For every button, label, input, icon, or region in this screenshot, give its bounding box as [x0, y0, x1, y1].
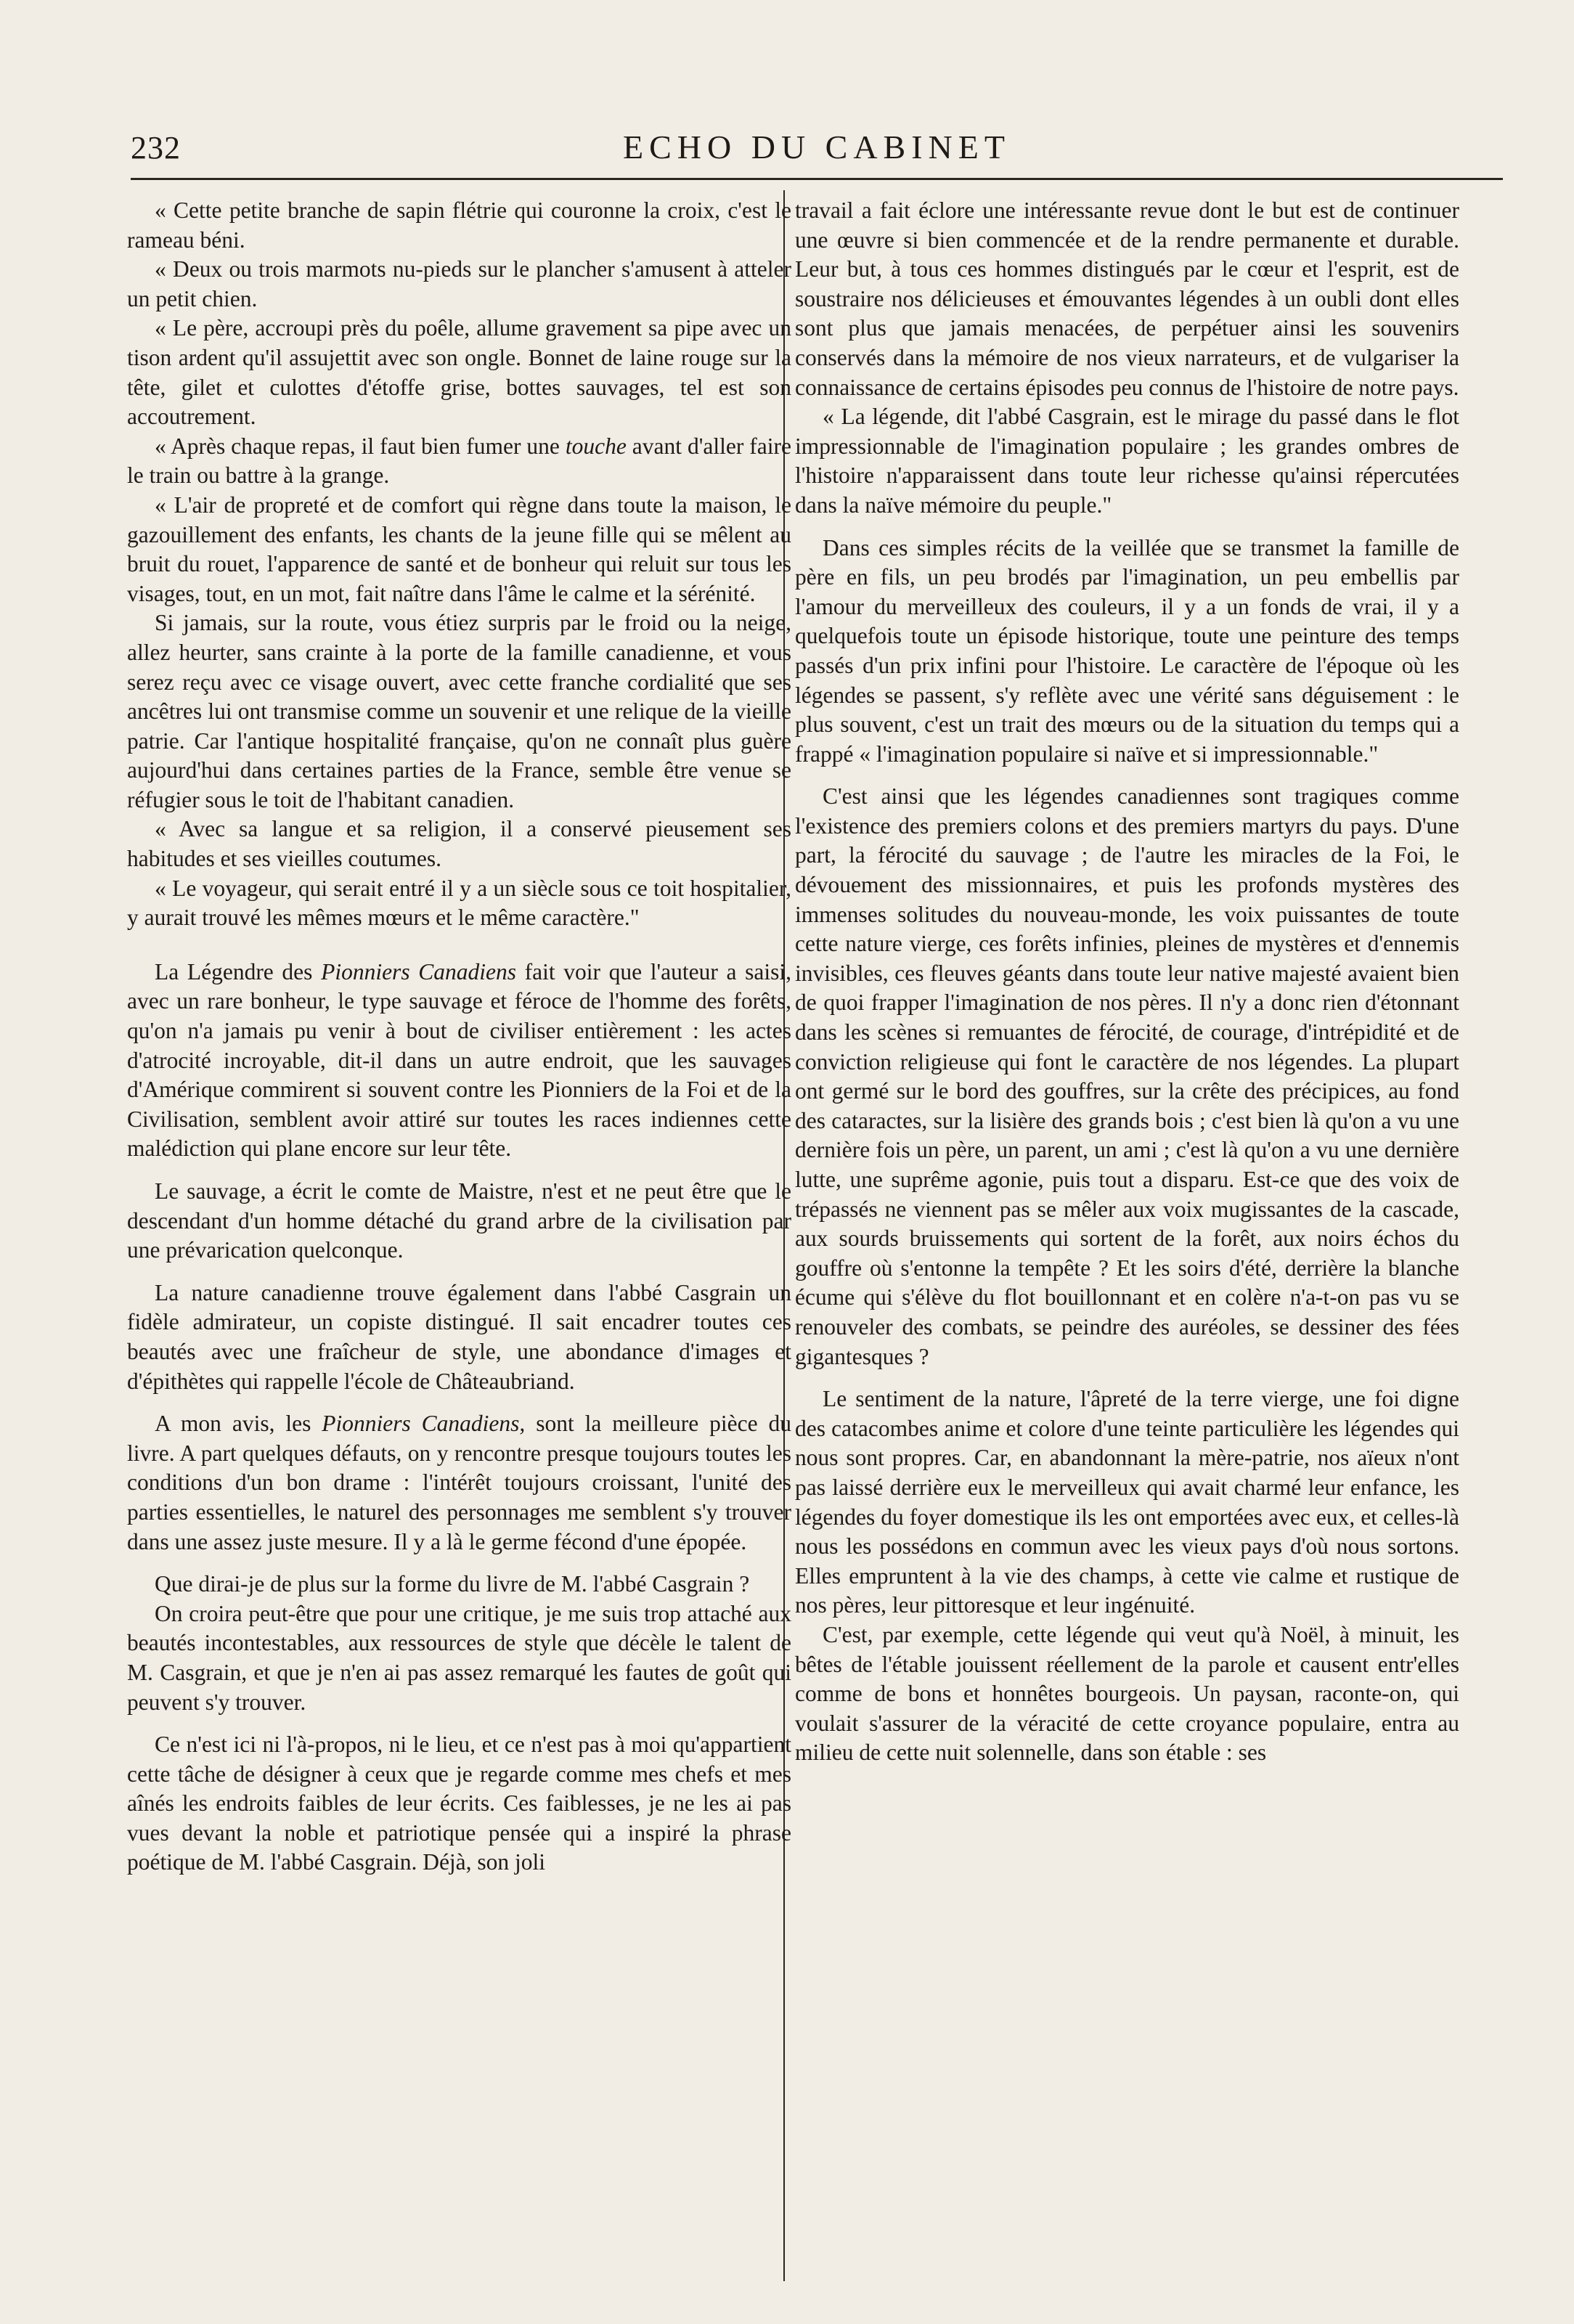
paragraph: « Avec sa langue et sa religion, il a conservé pieusement ses habitudes et ses vieilles coutumes. — [127, 816, 791, 872]
paragraph: travail a fait éclore une intéressante revue dont le but est de continuer une œuvre si bien commencée et de la rendre permanente et durable. Leur but, à tous ces hommes distingués par le cœur et l'esprit, est de soustraire nos délicieuses et émouvantes légendes à un oubli dont elles sont plus que jamais menacées, de perpétuer ainsi les souvenirs conservés dans la mémoire de nos vieux narrateurs, et de vulgariser la connaissance de certains épisodes peu connus de l'histoire de notre pays. — [795, 197, 1459, 400]
paragraph: Ce n'est ici ni l'à-propos, ni le lieu, et ce n'est pas à moi qu'appartient cette tâche de désigner à ceux que je regarde comme mes chefs et mes aînés les endroits faibles de leur écrits. Ces faiblesses, je ne les ai pas vues devant la noble et patriotique pensée qui a inspiré la phrase poétique de M. l'abbé Casgrain. Déjà, son joli — [127, 1732, 791, 1875]
header-rule — [131, 178, 1503, 180]
paragraph-text: La Légendre des — [155, 958, 322, 984]
left-column — [127, 196, 791, 2280]
paragraph: Le sauvage, a écrit le comte de Maistre, n'est et ne peut être que le descendant d'un homme détaché du grand arbre de la civilisation par une prévarication quelconque. — [127, 1178, 791, 1263]
paragraph: On croira peut-être que pour une critique, je me suis trop attaché aux beautés incontestables, aux ressources de style que décèle le talent de M. Casgrain, et que je n'en ai pas assez remarqué les fautes de goût qui peuvent s'y trouver. — [127, 1600, 791, 1715]
paragraph-text: A mon avis, les — [155, 1411, 322, 1437]
paragraph: C'est, par exemple, cette légende qui veut qu'à Noël, à minuit, les bêtes de l'étable jouissent réellement de la parole et causent entr'elles comme de bons et honnêtes bourgeois. Un paysan, raconte-on, qui voulait s'assurer de la véracité de cette croyance populaire, entra au milieu de cette nuit solennelle, dans son étable : ses — [795, 1621, 1459, 1766]
paragraph: Dans ces simples récits de la veillée que se transmet la famille de père en fils, un peu brodés par l'imagination, un peu embellis par l'amour du merveilleux des couleurs, il y a un fonds de vrai, il y a quelquefois toute un épisode historique, toute une peinture des temps passés d'un prix infini pour l'histoire. Le caractère de l'époque où les légendes se passent, s'y reflète avec une vérité sans déguisement : le plus souvent, c'est un trait des mœurs ou de la situation du temps qui a frappé « l'imagination populaire si naïve et si impressionnable." — [795, 534, 1459, 767]
paragraph: Que dirai-je de plus sur la forme du livre de M. l'abbé Casgrain ? — [155, 1571, 750, 1597]
italic-title: Pionniers Canadiens, — [322, 1411, 526, 1437]
paragraph — [127, 958, 791, 1164]
paragraph: « Cette petite branche de sapin flétrie qui couronne la croix, c'est le rameau béni. — [127, 197, 791, 253]
paragraph: « Le père, accroupi près du poêle, allume gravement sa pipe avec un tison ardent qu'il assujettit avec son ongle. Bonnet de laine rouge sur la tête, gilet et culottes d'étoffe grise, bottes sauvages, tel est son accoutrement. — [127, 315, 791, 430]
paragraph: « La légende, dit l'abbé Casgrain, est le mirage du passé dans le flot impressionnable de l'imagination populaire ; les grandes ombres de l'histoire n'apparaissent dans toute leur richesse qu'ainsi répercutées dans la naïve mémoire du peuple." — [795, 404, 1459, 518]
paragraph: C'est ainsi que les légendes canadiennes sont tragiques comme l'existence des premiers colons et des premiers martyrs du pays. D'une part, la férocité du sauvage ; de l'autre les miracles de la Foi, le dévouement des missionnaires, et puis les profonds mystères des immenses solitudes du nouveau-monde, les voix puissantes de toute cette nature vierge, ces forêts infinies, pleines de mystères et d'ennemis invisibles, ces fleuves géants dans toute leur native majesté avaient bien de quoi frapper l'imagination de nos pères. Il n'y a donc rien d'étonnant dans les scènes si remuantes de férocité, de courage, d'intrépidité et de conviction religieuse qui font le caractère de nos légendes. La plupart ont germé sur le bord des gouffres, sur la crête des précipices, au fond des cataractes, sur la lisière des grands bois ; c'est bien là qu'on a vu une dernière fois un père, un parent, un ami ; c'est là qu'on a vu une dernière lutte, une suprême agonie, puis tout a disparu. Est-ce que des voix de trépassés ne viennent pas se mêler aux voix mugissantes de la cascade, aux sourds bruissements qui sortent de la forêt, aux noirs échos du gouffre où s'entonne la tempête ? Et les soirs d'été, derrière la blanche écume qui s'élève du flot bouillonnant et en colère n'a-t-on pas vu se renouveler des combats, se peindre des auréoles, se dessiner des fées gigantesques ? — [795, 783, 1459, 1369]
page-number: 232 — [131, 130, 181, 166]
paragraph: Le sentiment de la nature, l'âpreté de la terre vierge, une foi digne des catacombes anime et colore d'une teinte particulière les légendes qui nous sont propres. Car, en abandonnant la mère-patrie, nos aïeux n'ont pas laissé derrière eux le merveilleux qui avait charmé leur enfance, les légendes du foyer domestique ils les ont emportées avec eux, et celles-là nous les possédons en commun avec les vieux pays d'où nous sortons. Elles empruntent à la vie des champs, à cette vie calme et rustique de nos pères, leur pittoresque et leur ingénuité. — [795, 1386, 1459, 1618]
paragraph-text: avant d'aller faire le train ou battre à la grange. — [127, 433, 791, 489]
italic-word: touche — [565, 433, 627, 459]
page-header — [131, 122, 1503, 173]
italic-title: Pionniers Canadiens — [321, 958, 516, 984]
paragraph: La nature canadienne trouve également dans l'abbé Casgrain un fidèle admirateur, un copiste distingué. Il sait encadrer toutes ces beautés avec une fraîcheur de style, une abondance d'images et d'épithètes qui rappelle l'école de Châteaubriand. — [127, 1279, 791, 1394]
running-title: ECHO DU CABINET — [623, 129, 1011, 166]
paragraph-text: « Après chaque repas, il faut bien fumer une — [155, 433, 566, 459]
paragraph: « Le voyageur, qui serait entré il y a un siècle sous ce toit hospitalier, y aurait trouvé les mêmes mœurs et le même caractère." — [127, 875, 791, 931]
paragraph: Si jamais, sur la route, vous étiez surpris par le froid ou la neige, allez heurter, sans crainte à la porte de la famille canadienne, et vous serez reçu avec ce visage ouvert, avec cette franche cordialité que ses ancêtres lui ont transmise comme un souvenir et une relique de la vieille patrie. Car l'antique hospitalité française, qu'on ne connaît plus guère aujourd'hui dans certaines parties de la France, semble être venue se réfugier sous le toit de l'habitant canadien. — [127, 610, 791, 812]
paragraph-text: fait voir que l'auteur a saisi, avec un rare bonheur, le type sauvage et féroce de l'homme des forêts, qu'on n'a jamais pu venir à bout de civiliser entièrement : les actes d'atrocité incroyable, dit-il dans un autre endroit, que les sauvages d'Amérique commirent si souvent contre les Pionniers de la Foi et de la Civilisation, semblent avoir attiré sur toutes les races indiennes cette malédiction qui plane encore sur leur tête. — [127, 958, 791, 1162]
paragraph: « Deux ou trois marmots nu-pieds sur le plancher s'amusent à atteler un petit chien. — [127, 256, 791, 311]
paragraph: « L'air de propreté et de comfort qui règne dans toute la maison, le gazouillement des enfants, les chants de la jeune fille qui se mêlent au bruit du rouet, l'apparence de santé et de bonheur qui reluit sur tous les visages, tout, en un mot, fait naître dans l'âme le calme et la sérénité. — [127, 492, 791, 606]
right-column — [795, 196, 1459, 2280]
paragraph — [127, 1409, 791, 1557]
paragraph-text: sont la meilleure pièce du livre. A part quelques défauts, on y rencontre presque toujours toutes les conditions d'un bon drame : l'intérêt toujours croissant, l'unité des parties essentielles, le naturel des personnages me semblent s'y trouver dans une assez juste mesure. Il y a là le germe fécond d'une épopée. — [127, 1411, 791, 1554]
paragraph — [127, 432, 791, 491]
